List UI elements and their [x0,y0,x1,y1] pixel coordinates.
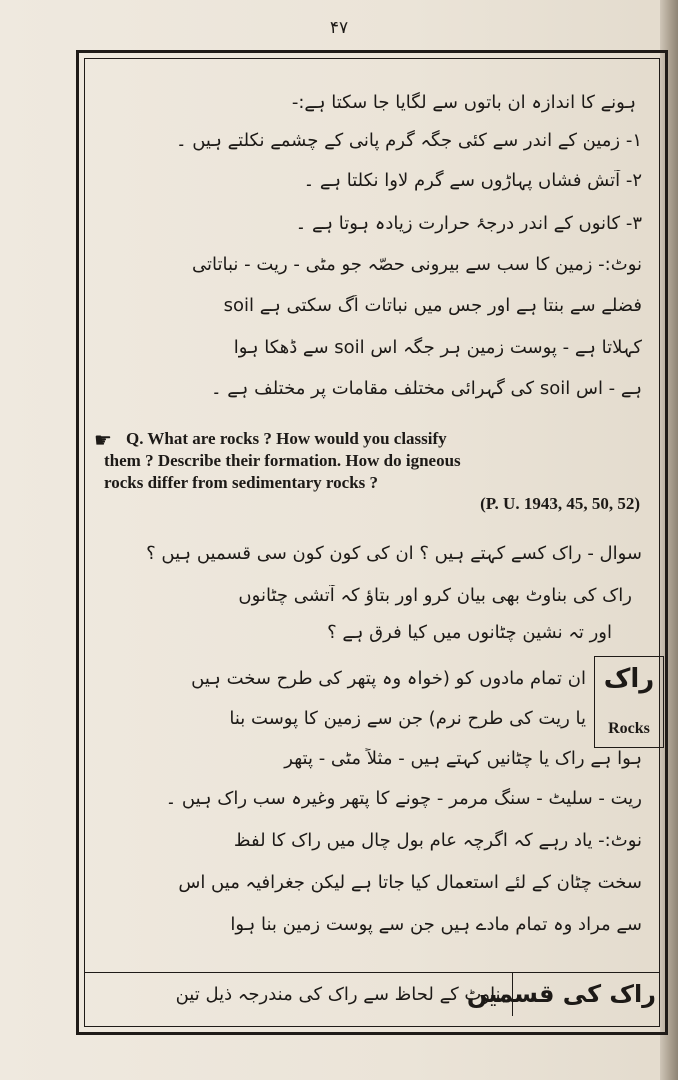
urdu-question-line: اور تہ نشین چٹانوں میں کیا فرق ہے ؟ [327,622,612,643]
question-line: Q. What are rocks ? How would you classify [126,429,447,448]
side-label-urdu: راک [603,664,655,694]
urdu-note-line: سے مراد وہ تمام مادے ہیں جن سے پوست زمین بنا ہوا [230,914,642,935]
page-number: ۴۷ [329,18,349,38]
side-label-english: Rocks [608,720,650,737]
urdu-definition-line: ریت - سلیٹ - سنگ مرمر - چونے کا پتھر وغیرہ سب راک ہیں ۔ [165,788,642,809]
urdu-question-line: راک کی بناوٹ بھی بیان کرو اور بتاؤ کہ آتشی چٹانوں [238,585,632,606]
urdu-question-line: سوال - راک کسے کہتے ہیں ؟ ان کی کون کون سی قسمیں ہیں ؟ [146,543,642,564]
question-line: rocks differ from sedimentary rocks ? [104,473,379,492]
urdu-line: ۲- آتش فشاں پہاڑوں سے گرم لاوا نکلتا ہے ۔ [303,170,642,191]
urdu-note-line: سخت چٹان کے لئے استعمال کیا جاتا ہے لیکن جغرافیہ میں اس [178,872,642,893]
urdu-line: ہونے کا اندازہ ان باتوں سے لگایا جا سکتا ہے:- [291,92,636,113]
urdu-note-line: نوٹ:- یاد رہے کہ اگرچہ عام بول چال میں راک کا لفظ [233,830,642,851]
urdu-definition-line: ہوا ہے راک یا چٹانیں کہتے ہیں - مثلاً مٹی - پتھر [284,748,642,769]
rock-types-text: بناوٹ کے لحاظ سے راک کی مندرجہ ذیل تین [175,984,506,1005]
urdu-line: کہلاتا ہے - پوست زمین ہر جگہ اس soil سے ڈھکا ہوا [233,337,642,358]
urdu-line: ہے - اس soil کی گہرائی مختلف مقامات پر مختلف ہے ۔ [210,378,642,399]
rock-types-heading: راک کی قسمیں [466,980,656,1008]
urdu-line: فضلے سے بنتا ہے اور جس میں نباتات اُگ سکتی ہے soil [223,295,642,316]
urdu-line: نوٹ:- زمین کا سب سے بیرونی حصّہ جو مٹی - ریت - نباتاتی [191,254,642,275]
urdu-definition-line: یا ریت کی طرح نرم) جن سے زمین کا پوست بنا [229,708,586,729]
urdu-line: ۱- زمین کے اندر سے کئی جگہ گرم پانی کے چشمے نکلتے ہیں ۔ [175,130,642,151]
question-line: them ? Describe their formation. How do igneous [104,451,461,470]
section-divider [84,972,660,973]
pointing-hand-icon: ☛ [94,428,112,452]
urdu-definition-line: ان تمام مادوں کو (خواہ وہ پتھر کی طرح سخت ہیں [191,668,586,689]
exam-citation: (P. U. 1943, 45, 50, 52) [480,494,640,513]
urdu-line: ۳- کانوں کے اندر درجۂ حرارت زیادہ ہوتا ہے ۔ [295,213,642,234]
